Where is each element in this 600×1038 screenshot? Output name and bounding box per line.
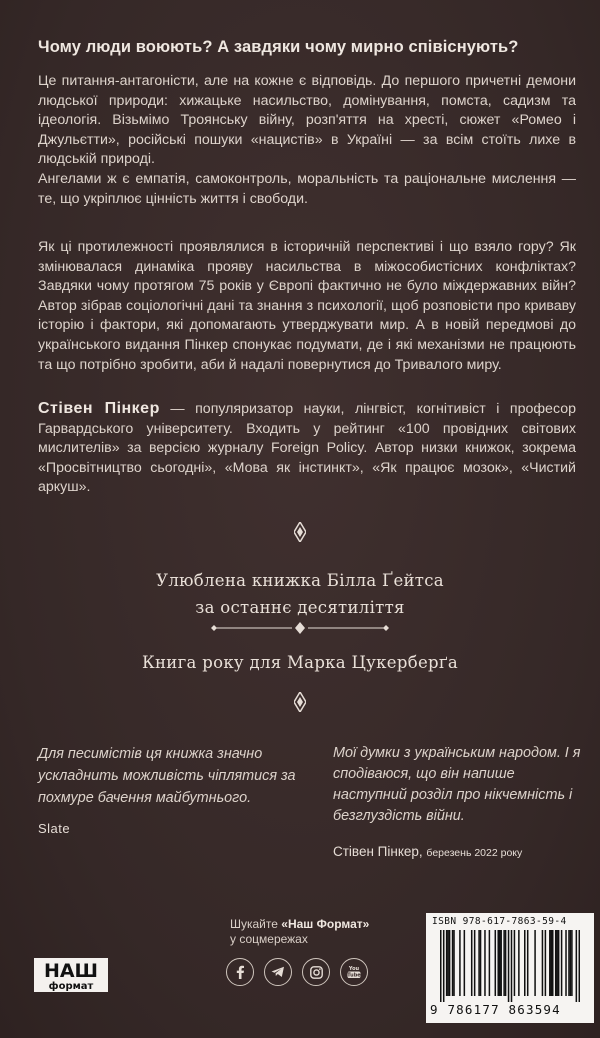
barcode-bar xyxy=(571,930,573,996)
barcode-bar xyxy=(514,930,516,996)
logo-top-text: НАШ xyxy=(43,960,99,982)
social-publisher: «Наш Формат» xyxy=(281,917,370,931)
barcode-bar xyxy=(511,930,513,1002)
barcode-bar xyxy=(561,930,563,996)
barcode-bar xyxy=(570,930,572,996)
quote-right-signature xyxy=(333,841,583,864)
barcode-bar xyxy=(497,930,499,996)
barcode-bar xyxy=(558,930,560,996)
barcode-bar xyxy=(484,930,486,996)
youtube-icon[interactable] xyxy=(340,958,368,986)
barcode-bar xyxy=(518,930,520,996)
description-paragraph-3: Як ці протилежності проявлялися в історичній перспективі і що взяло гору? Як змінювалася динаміка прояву насильства в міжособистісних конфліктах? Завдяки чому протягом 75 років у Європі фактично не було міждержавних війн? Автор зібрав соціологічні дані та знання з психології, щоб розповісти про криваву історію і фактори, які допомагають утверджувати мир. А в новій передмові до українського видання Пінкер спонукає подумати, де і які механізми не працюють та що потрібно зробити, аби й надалі повернутися до Тривалого миру. xyxy=(38,239,576,373)
barcode-bar xyxy=(549,930,551,996)
logo-bottom-text: формат xyxy=(48,981,94,992)
barcode-bar xyxy=(452,930,454,996)
quote-left-text: Для песимістів ця книжка значно ускладнить можливість чіплятися за похмуре бачення майбутнього. xyxy=(38,746,296,806)
barcode-bar xyxy=(471,930,473,996)
endorsement-zuckerberg: Книга року для Марка Цукерберґа xyxy=(141,653,459,672)
barcode-bar xyxy=(453,930,455,996)
quote-pinker xyxy=(333,743,583,864)
divider-ornament xyxy=(0,621,600,635)
facebook-icon[interactable] xyxy=(226,958,254,986)
barcode-bar xyxy=(480,930,482,996)
barcode-bar xyxy=(464,930,466,996)
quote-right-text: Мої думки з українським народом. І я сподіваюся, що він напише наступний розділ про нікчемність і безглуздість війни. xyxy=(333,745,581,824)
barcode-bar xyxy=(446,930,448,996)
svg-text:You: You xyxy=(348,966,360,972)
author-bio xyxy=(38,399,576,498)
barcode-bar xyxy=(565,930,567,996)
social-icons xyxy=(226,958,368,986)
barcode-bar xyxy=(500,930,502,996)
barcode-bar xyxy=(545,930,547,996)
barcode-bar xyxy=(576,930,578,1002)
barcode-bar xyxy=(551,930,553,996)
barcode-bar xyxy=(440,930,442,1002)
quote-right-author: Стівен Пінкер, xyxy=(333,844,423,859)
instagram-icon[interactable] xyxy=(302,958,330,986)
barcode-bar xyxy=(527,930,529,996)
social-suffix: у соцмережах xyxy=(230,932,308,946)
barcode xyxy=(440,930,580,1002)
barcode-bar xyxy=(499,930,501,996)
barcode-bar xyxy=(552,930,554,996)
diamond-ornament xyxy=(0,522,600,542)
author-bio-text: — популяризатор науки, лінгвіст, когнітивіст і професор Гарвардського університету. Входить у рейтинг «100 провідних світових мислителів» за версією журналу Foreign Policy. Автор низки книжок, зокрема «Просвітництво сьогодні», «Мова як інстинкт», «Як працює мозок», «Чистий аркуш». xyxy=(38,401,576,496)
social-callout xyxy=(230,917,369,947)
author-name: Стівен Пінкер xyxy=(38,400,160,417)
quote-slate xyxy=(38,743,318,840)
endorsement-gates xyxy=(0,567,600,621)
barcode-bar xyxy=(449,930,451,996)
barcode-bar xyxy=(524,930,526,996)
barcode-bar xyxy=(447,930,449,996)
isbn-text: ISBN 978-617-7863-59-4 xyxy=(432,916,567,927)
barcode-bar xyxy=(505,930,507,996)
barcode-bar xyxy=(555,930,557,996)
ean-number: 9 786177 863594 xyxy=(430,1002,561,1017)
svg-text:Tube: Tube xyxy=(347,972,361,979)
barcode-bar xyxy=(556,930,558,996)
barcode-bar xyxy=(534,930,536,996)
description-paragraph-1: Це питання-антагоністи, але на кожне є відповідь. До першого причетні демони людської природи: хижацьке насильство, домінування, помста, садизм та ідеологія. Візьмімо Троянську війну, розп'яття на хресті, сюжет «Ромео і Джульєтти», російські пошуки «нацистів» в Україні — за всім стоїть лихе в людській природі. xyxy=(38,73,576,168)
barcode-bar xyxy=(489,930,491,996)
quote-left-source: Slate xyxy=(38,821,71,836)
barcode-bar xyxy=(443,930,445,1002)
barcode-bar xyxy=(568,930,570,996)
endorsement-line-1: Улюблена книжка Білла Ґейтса xyxy=(156,571,444,590)
social-prefix: Шукайте xyxy=(230,917,282,931)
quote-right-date: березень 2022 року xyxy=(426,847,523,859)
barcode-bar xyxy=(474,930,476,996)
barcode-bar xyxy=(579,930,580,1002)
description-paragraph-2: Ангелами ж є емпатія, самоконтроль, моральність та раціональне мислення — те, що укріплює цінність життя і свободи. xyxy=(38,171,576,207)
barcode-bar xyxy=(495,930,497,996)
barcode-bar xyxy=(478,930,480,996)
barcode-bar xyxy=(459,930,461,996)
publisher-logo xyxy=(34,958,108,992)
endorsement-line-2: за останнє десятиліття xyxy=(195,598,405,617)
diamond-ornament-2 xyxy=(0,692,600,712)
barcode-bar xyxy=(503,930,505,996)
barcode-label xyxy=(426,913,594,1023)
telegram-icon[interactable] xyxy=(264,958,292,986)
barcode-bar xyxy=(542,930,544,996)
headline: Чому люди воюють? А завдяки чому мирно співіснують? xyxy=(38,38,519,56)
barcode-bar xyxy=(508,930,510,1002)
